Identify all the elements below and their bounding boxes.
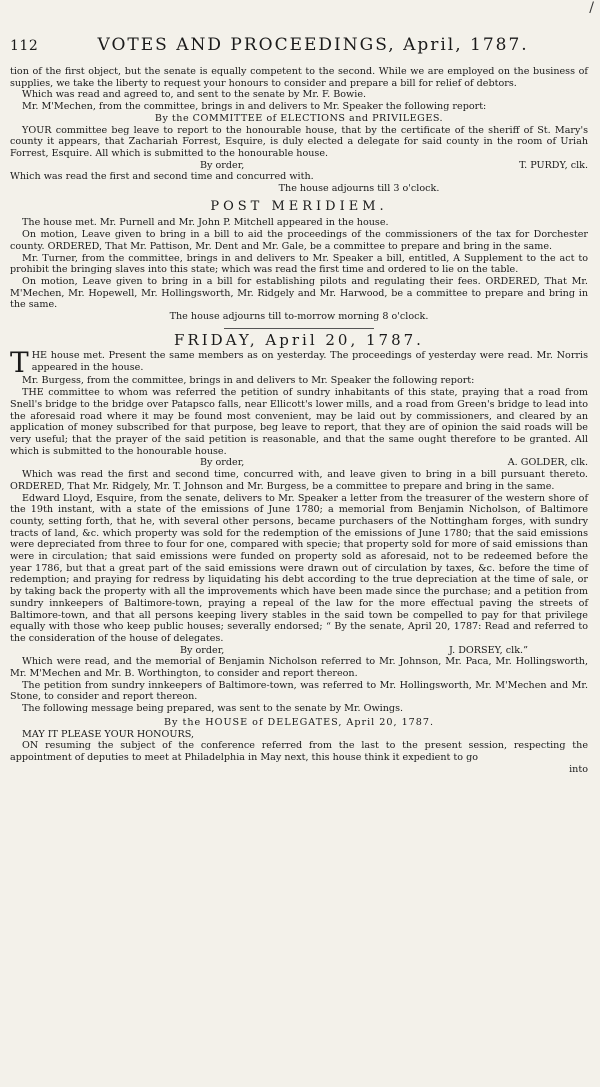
paragraph: Mr. M'Mechen, from the committee, brings in and delivers to Mr. Speaker the following report: — [22, 101, 487, 113]
paragraph: Which were read, and the memorial of Benjamin Nicholson referred to Mr. Johnson, Mr. Paca, Mr. Hollingsworth, Mr. M'Mechen and Mr. B. Worthington, to consider and report thereon. — [10, 656, 588, 680]
day-heading: FRIDAY, April 20, 1787. — [174, 330, 424, 349]
paragraph: Which was read the first and second time and concurred with. — [10, 171, 314, 183]
paragraph: The petition from sundry innkeepers of Baltimore-town, was referred to Mr. Hollingsworth, Mr. M'Mechen and Mr. Stone, to consider and report thereon. — [10, 679, 588, 703]
adjournment: The house adjourns till to-morrow morning 8 o'clock. — [169, 311, 429, 323]
committee-report: YOUR committee beg leave to report to the honourable house, that by the certificate of the sheriff of St. Mary's county it appears, that Zachariah Forrest, Esquire, is duly elected a delegate for said county in the room of Uriah Forrest, Esquire. All which is submitted to the honourable house. — [10, 124, 588, 159]
paragraph: The house met. Mr. Purnell and Mr. John P. Mitchell appeared in the house. — [22, 217, 389, 229]
running-title: VOTES AND PROCEEDINGS, April, 1787. — [97, 35, 529, 55]
clerk-name: A. GOLDER, clk. — [507, 457, 588, 469]
committee-heading: By the COMMITTEE of ELECTIONS and PRIVILEGES. — [154, 112, 444, 124]
by-order: By order, — [180, 644, 225, 656]
document-page — [10, 6, 588, 775]
clerk-name: T. PURDY, clk. — [519, 159, 588, 171]
by-order: By order, — [200, 159, 245, 171]
paragraph: Mr. Turner, from the committee, brings in and delivers to Mr. Speaker a bill, entitled, A Supplement to the act to prohibit the bringing slaves into this state; which was read the first time and ordered to lie on the table. — [10, 252, 588, 276]
section-heading: POST MERIDIEM. — [210, 198, 388, 214]
signature-line — [10, 457, 588, 469]
paragraph: Edward Lloyd, Esquire, from the senate, delivers to Mr. Speaker a letter from the treasurer of the western shore of the 19th instant, with a state of the emissions of June 1780; a memorial from Benjamin Nicholson, of Baltimore county, setting forth, that he, with several other persons, became purchasers of the Nottingham forges, with sundry tracts of land, &c. which property was sold for the redemption of the emissions of June 1780; that the said emissions were depreciated from three to four for one, compared with specie; that property sold for more of said emissions than were in circulation; that said emissions were funded on property sold as aforesaid, not to be redeemed before the year 1786, but that a great part of the said emissions were drawn out of circulation by taxes, &c. before the time of redemption; and praying for redress by liquidating his debt according to the true depreciation at the time of sale, or by taking back the property with all the improvements which have been made since the purchase; and a petition from sundry innkeepers of Baltimore-town, praying a repeal of the law for the more effectual paving the streets of Baltimore-town, and that all persons keeping livery stables in the said town be compelled to pay for that privilege equally with those who keep public houses; severally endorsed; “ By the senate, April 20, 1787: Read and referred to the consideration of the house of delegates. — [10, 492, 588, 644]
drop-cap: T — [10, 346, 29, 380]
opening-text: HE house met. Present the same members as on yesterday. The proceedings of yesterday were read. Mr. Norris appeared in the house. — [31, 350, 588, 374]
paragraph: Mr. Burgess, from the committee, brings in and delivers to Mr. Speaker the following report: — [22, 375, 475, 387]
catchword: into — [569, 763, 588, 775]
signature-line — [10, 645, 588, 657]
paragraph: tion of the first object, but the senate is equally competent to the second. While we are employed on the business of supplies, we take the liberty to request your honours to consider and prepare a bill for relief of debtors. — [10, 66, 588, 89]
clerk-name: J. DORSEY, clk.” — [449, 644, 528, 656]
message-heading: By the HOUSE of DELEGATES, April 20, 1787. — [163, 716, 435, 728]
divider — [224, 328, 374, 329]
salutation: MAY IT PLEASE YOUR HONOURS, — [22, 728, 195, 740]
paragraph: On motion, Leave given to bring in a bill to aid the proceedings of the commissioners of the tax for Dorchester county. ORDERED, That Mr. Pattison, Mr. Dent and Mr. Gale, be a committee to prepare and bring in the same. — [10, 229, 588, 252]
paragraph: Which was read the first and second time, concurred with, and leave given to bring in a bill pursuant thereto. ORDERED, That Mr. Ridgely, Mr. T. Johnson and Mr. Burgess, be a committee to prepare and bring in the same. — [10, 469, 588, 492]
paragraph: Which was read and agreed to, and sent to the senate by Mr. F. Bowie. — [22, 89, 367, 101]
adjournment: The house adjourns till 3 o'clock. — [278, 183, 440, 195]
committee-report: THE committee to whom was referred the petition of sundry inhabitants of this state, praying that a road from Snell's bridge to the bridge over Patapsco falls, near Ellicott's lower mills, and a road from Green's bridge to lead into the aforesaid road where it may be found most convenient, may be laid out by commissioners, and cleared by an application of money subscribed for that purpose, beg leave to report, that they are of opinion the said roads will be very useful; that the prayer of the said petition is reasonable, and that the same ought therefore to be granted. All which is submitted to the honourable house. — [10, 387, 588, 457]
paragraph: On motion, Leave given to bring in a bill for establishing pilots and regulating their fees. ORDERED, That Mr. M'Mechen, Mr. Hopewell, Mr. Hollingsworth, Mr. Ridgely and Mr. Harwood, be a committee to prepare and bring in the same. — [10, 275, 588, 311]
opening-paragraph — [10, 346, 588, 380]
running-header — [10, 6, 588, 60]
page-number: 112 — [10, 38, 39, 54]
by-order: By order, — [200, 457, 245, 469]
paragraph: The following message being prepared, was sent to the senate by Mr. Owings. — [22, 703, 404, 715]
paragraph: ON resuming the subject of the conference referred from the last to the present session, respecting the appointment of deputies to meet at Philadelphia in May next, this house think it expedient to go — [10, 740, 588, 763]
signature-line — [10, 160, 588, 172]
corner-mark: / — [589, 0, 594, 16]
